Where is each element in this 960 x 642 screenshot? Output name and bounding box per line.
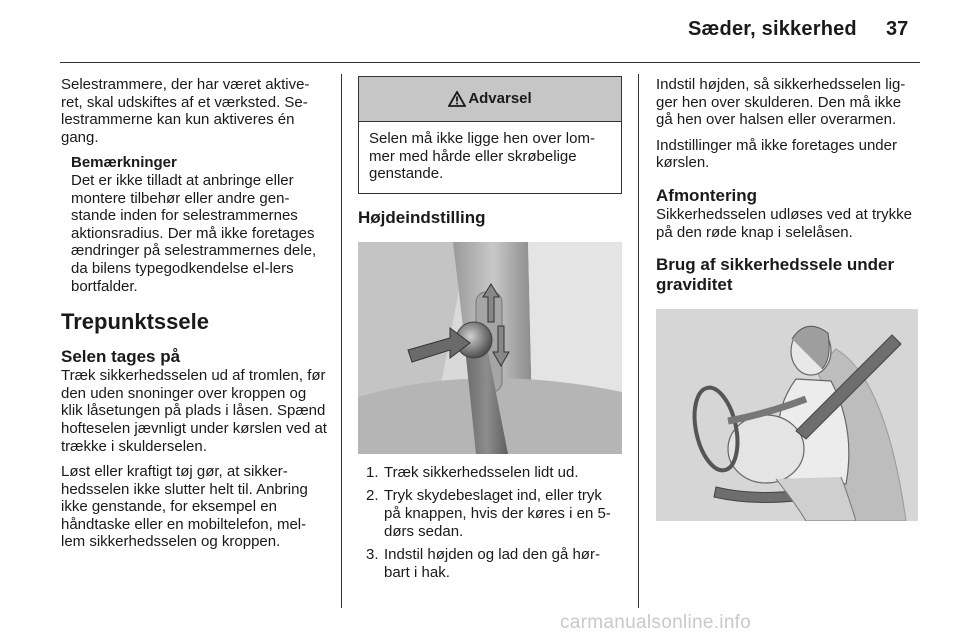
paragraph-release: Sikkerhedsselen udløses ved at trykke på den røde knap i selelåsen. [656, 205, 912, 241]
column-right [656, 76, 921, 521]
steps-list [358, 464, 622, 582]
column-divider-right [638, 74, 639, 608]
list-item: 2. Tryk skydebeslaget ind, eller tryk på knappen, hvis der køres i en 5-dørs sedan. [366, 487, 611, 540]
intro-paragraph: Selestrammere, der har været aktive-ret, skal udskiftes af et værksted. Se-lestrammerne kan kun aktiveres én gang. [61, 76, 310, 146]
section-heading-hoejdeindstilling: Højdeindstilling [358, 207, 486, 227]
height-adjustment-illustration [358, 242, 622, 454]
paragraph-fasten: Træk sikkerhedsselen ud af tromlen, før den uden snoninger over kroppen og klik låsetungen på plads i låsen. Spænd hofteselen jævnligt under kørslen ved at trække i skulderselen. [61, 367, 327, 455]
warning-box [358, 76, 622, 194]
list-item: 1. Træk sikkerhedsselen lidt ud. [366, 463, 579, 481]
paragraph-no-adjust-driving: Indstillinger må ikke foretages under kørslen. [656, 136, 897, 172]
paragraph-clothing: Løst eller kraftigt tøj gør, at sikker-hedsselen ikke slutter helt til. Anbring ikke genstande, for eksempel en håndtaske eller en mobiltelefon, mel-lem sikkerhedsselen og kroppen. [61, 463, 308, 551]
page-number: 37 [886, 18, 909, 40]
note-title: Bemærkninger [71, 154, 177, 172]
pregnancy-seatbelt-illustration [656, 309, 918, 521]
warning-header [359, 77, 621, 122]
header-divider [60, 62, 920, 63]
subheading-pregnancy: Brug af sikkerhedssele under graviditet [656, 255, 895, 295]
warning-triangle-icon [448, 91, 466, 107]
note-text: Det er ikke tilladt at anbringe eller montere tilbehør eller andre gen-stande inden for selestrammernes aktionsradius. Der må ikke foretages ændringer på selestrammernes dele, da bilens typegodkendelse el-lers bortfalder. [71, 171, 317, 295]
subheading-afmontering: Afmontering [656, 185, 758, 205]
column-divider-left [341, 74, 342, 608]
warning-text: Selen må ikke ligge hen over lom-mer med hårde eller skrøbelige genstande. [369, 130, 595, 183]
column-middle [358, 76, 622, 587]
note-block [71, 154, 329, 295]
section-heading-trepunktssele: Trepunktssele [61, 309, 209, 335]
subheading-selen-tages-paa: Selen tages på [61, 347, 181, 367]
page-title: Sæder, sikkerhed [688, 18, 857, 40]
column-left [61, 76, 329, 559]
warning-title: Advarsel [468, 90, 532, 108]
watermark: carmanualsonline.info [560, 612, 752, 633]
list-item: 3. Indstil højden og lad den gå hør-bart i hak. [366, 546, 600, 581]
paragraph-height: Indstil højden, så sikkerhedsselen lig-ger hen over skulderen. Den må ikke gå hen over halsen eller overarmen. [656, 76, 906, 129]
